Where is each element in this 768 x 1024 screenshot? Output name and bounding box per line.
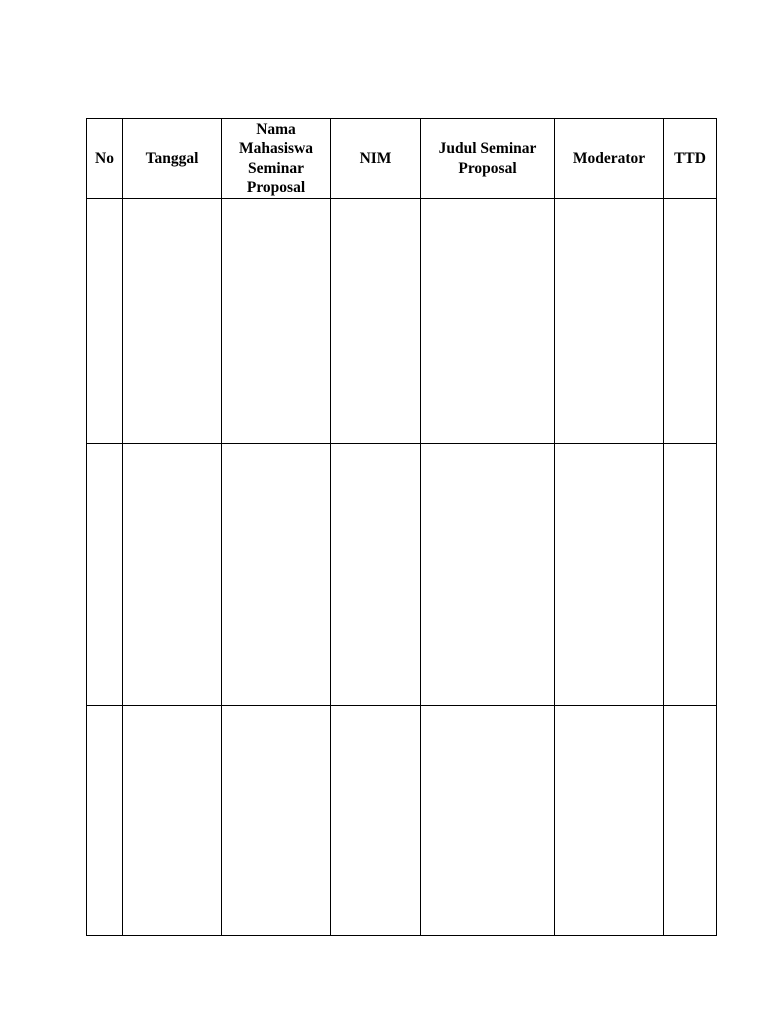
cell-judul-seminar (421, 706, 555, 936)
cell-moderator (555, 706, 664, 936)
cell-no (87, 444, 123, 706)
table-row (87, 444, 717, 706)
seminar-attendance-table (86, 118, 717, 936)
cell-nama-mahasiswa (222, 199, 331, 444)
header-nama-mahasiswa: Nama Mahasiswa Seminar Proposal (222, 119, 331, 199)
header-nim: NIM (331, 119, 421, 199)
cell-tanggal (123, 706, 222, 936)
cell-judul-seminar (421, 444, 555, 706)
cell-tanggal (123, 444, 222, 706)
cell-ttd (664, 199, 717, 444)
cell-moderator (555, 199, 664, 444)
table-row (87, 199, 717, 444)
cell-nama-mahasiswa (222, 444, 331, 706)
header-judul-seminar: Judul Seminar Proposal (421, 119, 555, 199)
cell-moderator (555, 444, 664, 706)
cell-ttd (664, 706, 717, 936)
cell-judul-seminar (421, 199, 555, 444)
cell-nim (331, 199, 421, 444)
cell-nim (331, 444, 421, 706)
header-no: No (87, 119, 123, 199)
table-row (87, 706, 717, 936)
cell-no (87, 706, 123, 936)
cell-tanggal (123, 199, 222, 444)
cell-nim (331, 706, 421, 936)
header-ttd: TTD (664, 119, 717, 199)
header-moderator: Moderator (555, 119, 664, 199)
cell-no (87, 199, 123, 444)
header-tanggal: Tanggal (123, 119, 222, 199)
cell-ttd (664, 444, 717, 706)
cell-nama-mahasiswa (222, 706, 331, 936)
table-header-row (87, 119, 717, 199)
